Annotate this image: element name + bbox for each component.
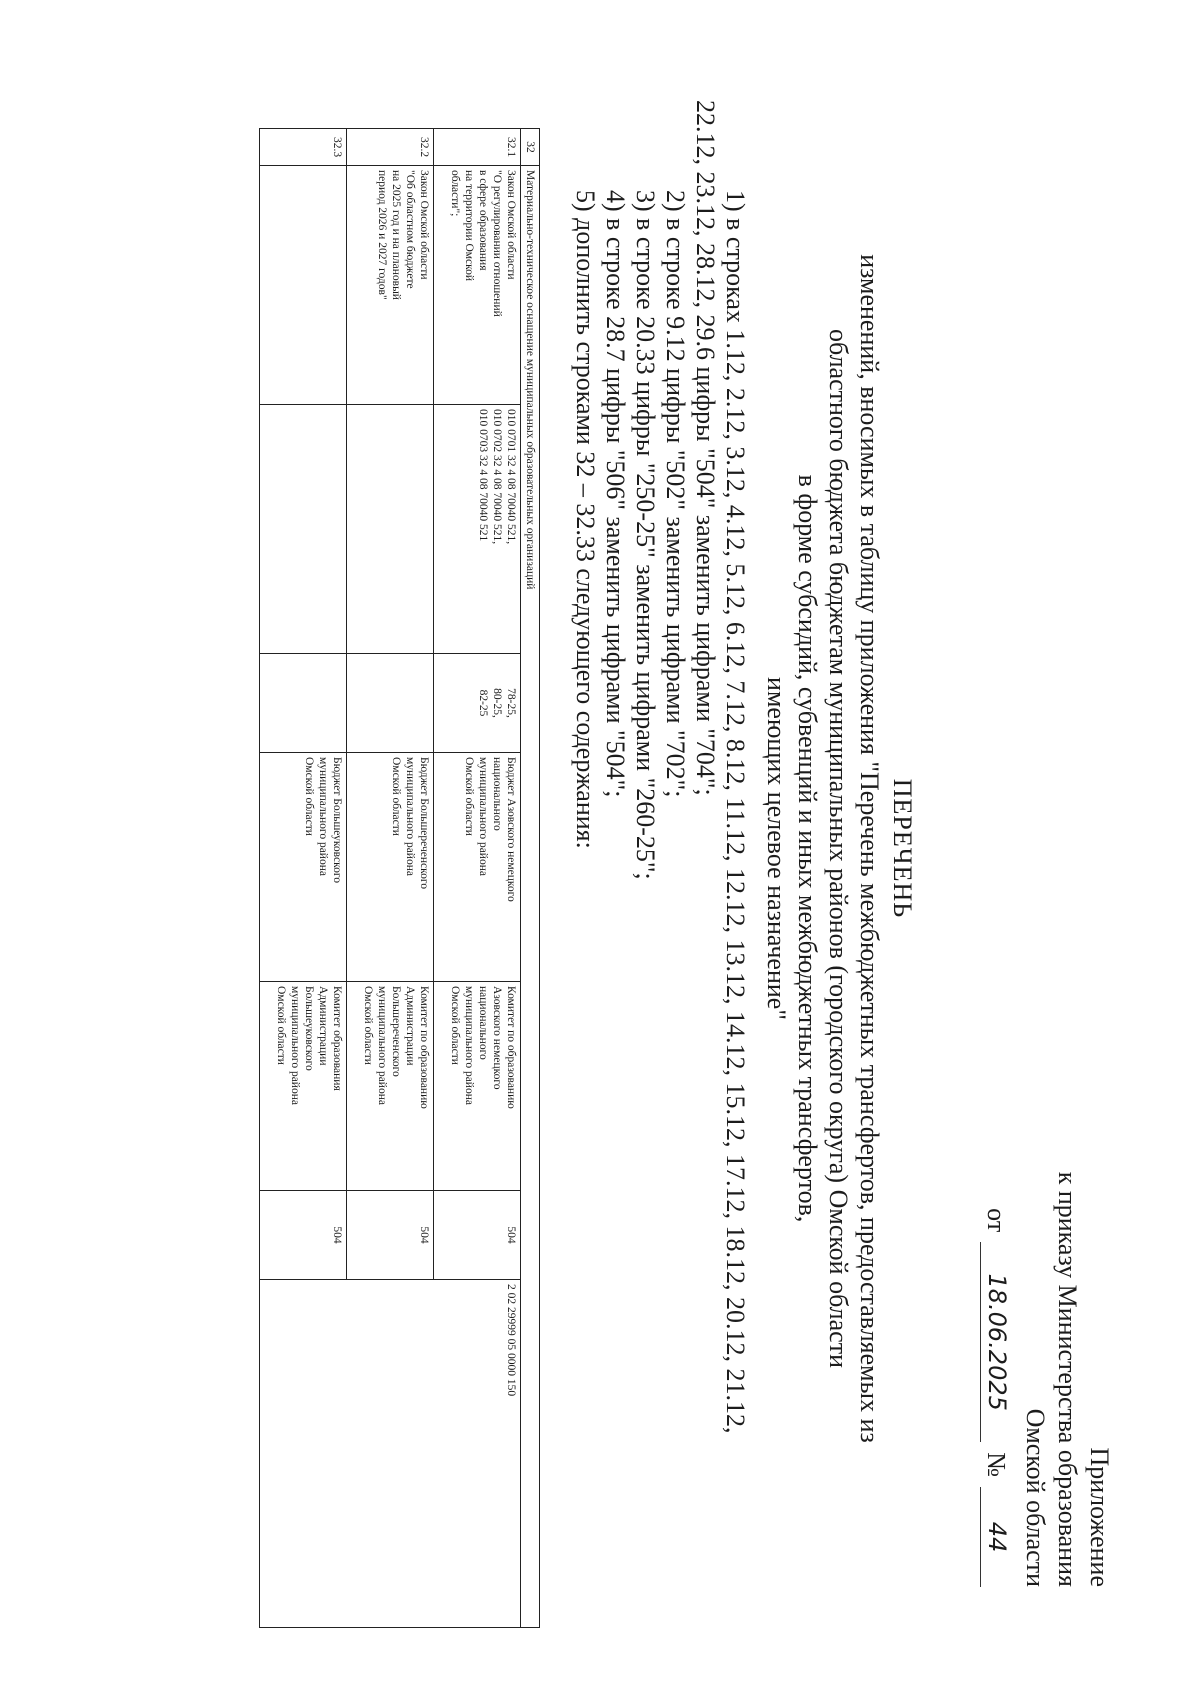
- cell-admin: Комитет по образованию Азовского немецкого национального муниципального района Омской области: [434, 982, 521, 1191]
- cell-targets: [260, 654, 347, 753]
- approval-line-1: Приложение: [1085, 1447, 1114, 1587]
- cell-kbk: 2 02 29999 05 0000 150: [260, 1280, 521, 1628]
- cell-budget: Бюджет Азовского немецкого национального муниципального района Омской области: [434, 753, 521, 982]
- changes-list: [570, 100, 750, 1637]
- table-row: [434, 129, 521, 1628]
- row-section-title: Материально-техническое оснащение муниципальных образовательных организаций: [521, 166, 540, 1628]
- change-item: 2) в строке 9.12 цифры "502" заменить цифрами "702";: [661, 190, 690, 798]
- cell-admin: Комитет образования Администрации Большеуковского муниципального района Омской области: [260, 982, 347, 1191]
- change-item: 1) в строках 1.12, 2.12, 3.12, 4.12, 5.12, 6.12, 7.12, 8.12, 11.12, 12.12, 13.12, 14.12, 15.12, 17.12, 18.12, 20.12, 21.12,: [721, 190, 750, 1434]
- change-item: 5) дополнить строками 32 – 32.33 следующего содержания:: [571, 190, 600, 849]
- change-item: 3) в строке 20.33 цифры "250-25" заменить цифрами "260-25";: [631, 190, 660, 880]
- transfers-table: [259, 128, 540, 1628]
- date-prefix: от: [982, 1208, 1011, 1233]
- cell-law: Закон Омской области "О регулировании отношений в сфере образования на территории Омской области";: [434, 166, 521, 405]
- handwritten-date: 18.06.2025: [980, 1242, 1013, 1442]
- document-title: [761, 0, 918, 1697]
- cell-law: [260, 166, 347, 405]
- cell-budget: Бюджет Большеуковского муниципального района Омской области: [260, 753, 347, 982]
- approval-line-2: к приказу Министерства образования: [1053, 1171, 1082, 1587]
- title-line-3: в форме субсидий, субвенций и иных межбюджетных трансфертов,: [793, 474, 822, 1223]
- cell-targets: [347, 654, 434, 753]
- cell-law: Закон Омской области "Об областном бюджете на 2025 год и на плановый период 2026 и 2027 годов": [347, 166, 434, 405]
- cell-code: 504: [434, 1191, 521, 1280]
- title-heading: ПЕРЕЧЕНЬ: [888, 778, 917, 919]
- approval-line-3: Омской области: [1021, 1408, 1050, 1587]
- cell-code: 504: [260, 1191, 347, 1280]
- change-item: 22.12, 23.12, 28.12, 29.6 цифры "504" заменить цифрами "704";: [691, 100, 720, 796]
- cell-codes: [260, 405, 347, 654]
- title-line-2: областного бюджета бюджетам муниципальных районов (городского округа) Омской области: [824, 329, 853, 1368]
- title-line-4: имеющих целевое назначение": [762, 677, 791, 1020]
- row-number: 32: [521, 129, 540, 166]
- cell-codes: 010 0701 32 4 08 70040 521, 010 0702 32 4 08 70040 521, 010 0703 32 4 08 70040 521: [434, 405, 521, 654]
- cell-admin: Комитет по образованию Администрации Большереченского муниципального района Омской области: [347, 982, 434, 1191]
- row-number: 32.3: [260, 129, 347, 166]
- row-number: 32.2: [347, 129, 434, 166]
- cell-code: 504: [347, 1191, 434, 1280]
- row-number: 32.1: [434, 129, 521, 166]
- handwritten-number: 44: [980, 1487, 1013, 1587]
- approval-block: [980, 1172, 1115, 1587]
- title-line-1: изменений, вносимых в таблицу приложения "Перечень межбюджетных трансфертов, предоставляемых из: [855, 254, 884, 1443]
- table-header-row: [521, 129, 540, 1628]
- cell-codes: [347, 405, 434, 654]
- number-prefix: №: [982, 1452, 1011, 1477]
- change-item: 4) в строке 28.7 цифры "506" заменить цифрами "504";: [601, 190, 630, 798]
- cell-targets: 78-25, 80-25, 82-25: [434, 654, 521, 753]
- cell-budget: Бюджет Большереченского муниципального района Омской области: [347, 753, 434, 982]
- approval-date-number-row: [980, 1172, 1013, 1587]
